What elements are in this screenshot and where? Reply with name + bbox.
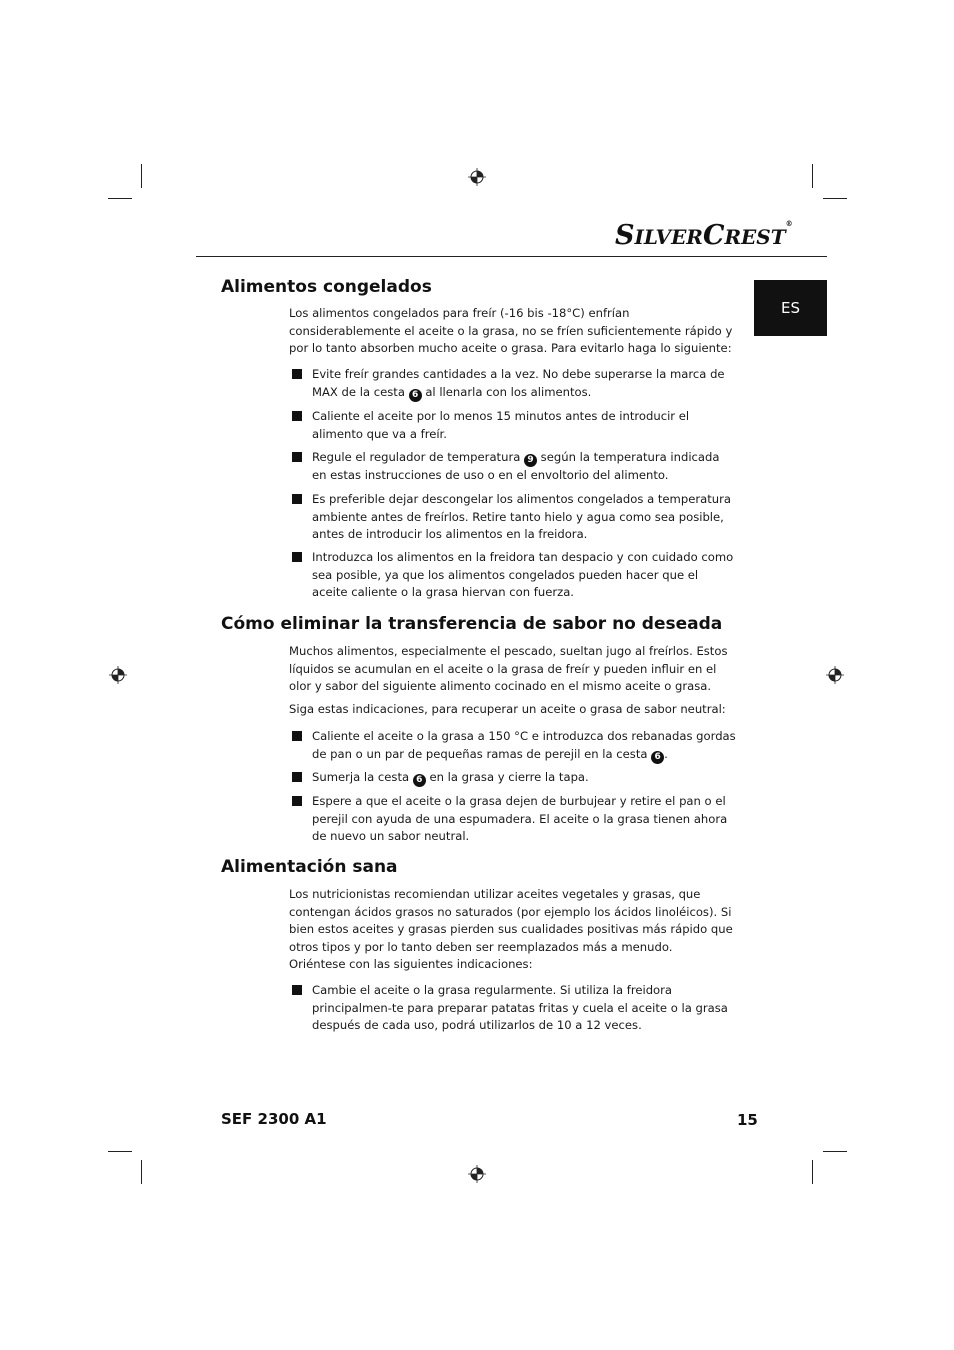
crop-mark: [108, 1151, 132, 1152]
bullet-square-icon: [292, 411, 302, 421]
footer-model-number: SEF 2300 A1: [221, 1110, 327, 1128]
bullet-square-icon: [292, 369, 302, 379]
crop-mark: [108, 198, 132, 199]
section-heading: Alimentos congelados: [221, 277, 432, 297]
bullet-square-icon: [292, 985, 302, 995]
paragraph: Los nutricionistas recomiendan utilizar aceites vegetales y grasas, que contengan ácidos grasos no saturados (por ejemplo los ácidos linoléicos). Si bien estos aceites y grasas pierden sus cualidades positivas más rápido que otros tipos y por lo tanto deben ser reemplazados más a menudo.: [289, 887, 733, 954]
paragraph: Muchos alimentos, especialmente el pescado, sueltan jugo al freírlos. Estos líquidos se acumulan en el aceite o la grasa de freír y pueden influir en el olor y sabor del siguiente alimento cocinado en el mismo aceite o grasa.: [289, 644, 728, 693]
paragraph: Los alimentos congelados para freír (-16 bis -18°C) enfrían considerablemente el aceite o la grasa, no se fríen suficientemente rápido y por lo tanto absorben mucho aceite o grasa. Para evitarlo haga lo siguiente:: [289, 306, 733, 355]
crop-mark: [823, 198, 847, 199]
crop-mark: [141, 164, 142, 188]
bullet-square-icon: [292, 452, 302, 462]
crop-mark: [812, 1160, 813, 1184]
registration-mark-icon: [468, 168, 486, 186]
registration-mark-icon: [109, 666, 127, 684]
part-number-6-icon: 6: [413, 774, 426, 787]
section-heading: Alimentación sana: [221, 857, 398, 877]
part-number-9-icon: 9: [524, 454, 537, 467]
paragraph: Oriéntese con las siguientes indicaciones:: [289, 957, 533, 971]
crop-mark: [812, 164, 813, 188]
crop-mark: [141, 1160, 142, 1184]
part-number-6-icon: 6: [409, 389, 422, 402]
page-number: 15: [737, 1111, 758, 1129]
part-number-6-icon: 6: [651, 751, 664, 764]
registration-mark-icon: [468, 1165, 486, 1183]
crop-mark: [823, 1151, 847, 1152]
bullet-square-icon: [292, 772, 302, 782]
section-heading: Cómo eliminar la transferencia de sabor no deseada: [221, 614, 723, 634]
bullet-square-icon: [292, 552, 302, 562]
bullet-square-icon: [292, 494, 302, 504]
language-tab: ES: [754, 280, 827, 336]
bullet-square-icon: [292, 796, 302, 806]
header-divider: [196, 256, 827, 257]
bullet-square-icon: [292, 731, 302, 741]
brand-logo: SILVERCREST®: [615, 218, 793, 251]
paragraph: Siga estas indicaciones, para recuperar un aceite o grasa de sabor neutral:: [289, 702, 726, 716]
registration-mark-icon: [826, 666, 844, 684]
